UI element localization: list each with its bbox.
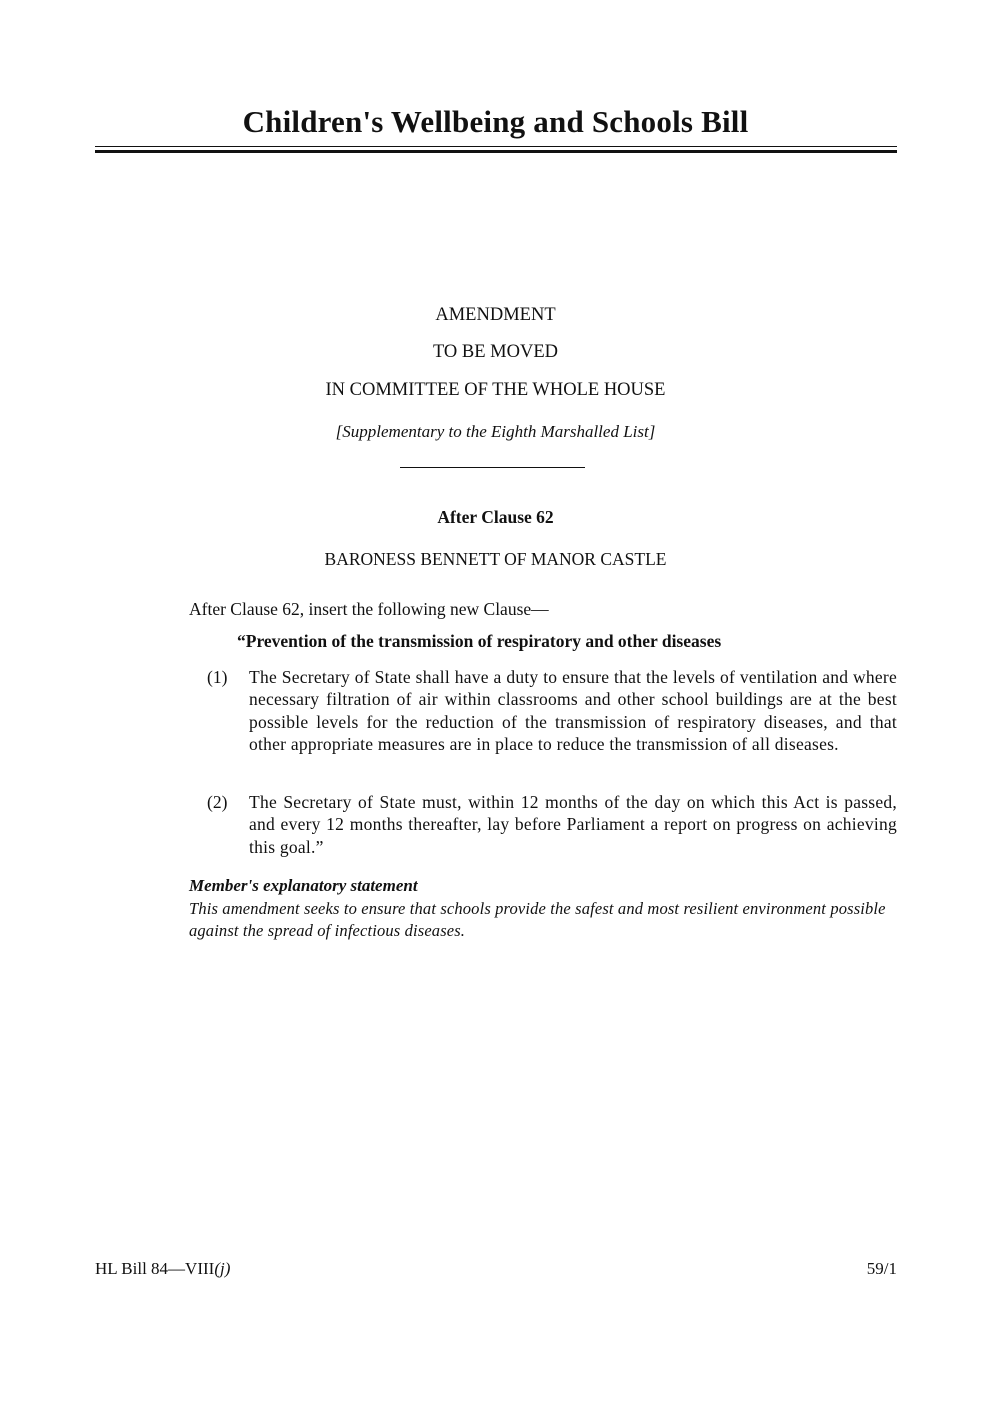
- document-title: Children's Wellbeing and Schools Bill: [242, 104, 749, 139]
- bill-reference-prefix: HL Bill 84—VIII: [95, 1259, 215, 1278]
- heading-amendment: AMENDMENT: [435, 305, 556, 325]
- explanatory-statement-text: This amendment seeks to ensure that schools provide the safest and most resilient environment possible against the spread of infectious diseases.: [189, 899, 886, 940]
- subsection-number: (1): [207, 667, 228, 687]
- section-divider: [400, 467, 585, 468]
- heading-to-be-moved: TO BE MOVED: [432, 342, 559, 362]
- heading-committee: IN COMMITTEE OF THE WHOLE HOUSE: [325, 380, 666, 400]
- supplementary-note: [Supplementary to the Eighth Marshalled List]: [335, 422, 656, 441]
- subsection-1: [207, 666, 897, 755]
- subsection-2: [207, 791, 897, 858]
- bill-reference-suffix: (j): [214, 1259, 231, 1278]
- title-rule-thin: [95, 146, 897, 147]
- title-rule-thick: [95, 150, 897, 153]
- member-name: BARONESS BENNETT OF MANOR CASTLE: [324, 549, 667, 569]
- subsection-text: The Secretary of State shall have a duty to ensure that the levels of ventilation and where necessary filtration of air within classrooms and other school buildings are at the best possible levels for the reduction of the transmission of respiratory diseases, and that other appropriate measures are in place to reduce the transmission of all diseases.: [249, 667, 897, 754]
- explanatory-statement-heading: Member's explanatory statement: [189, 876, 418, 895]
- subsection-number: (2): [207, 792, 228, 812]
- page-reference: 59/1: [866, 1259, 897, 1278]
- subsection-text: The Secretary of State must, within 12 months of the day on which this Act is passed, and every 12 months thereafter, lay before Parliament a report on progress on achieving this goal.”: [249, 792, 897, 857]
- amendment-position: After Clause 62: [437, 507, 554, 527]
- bill-reference: [95, 1259, 230, 1279]
- amendment-instruction: After Clause 62, insert the following new Clause—: [189, 599, 549, 619]
- clause-heading: “Prevention of the transmission of respiratory and other diseases: [237, 631, 722, 651]
